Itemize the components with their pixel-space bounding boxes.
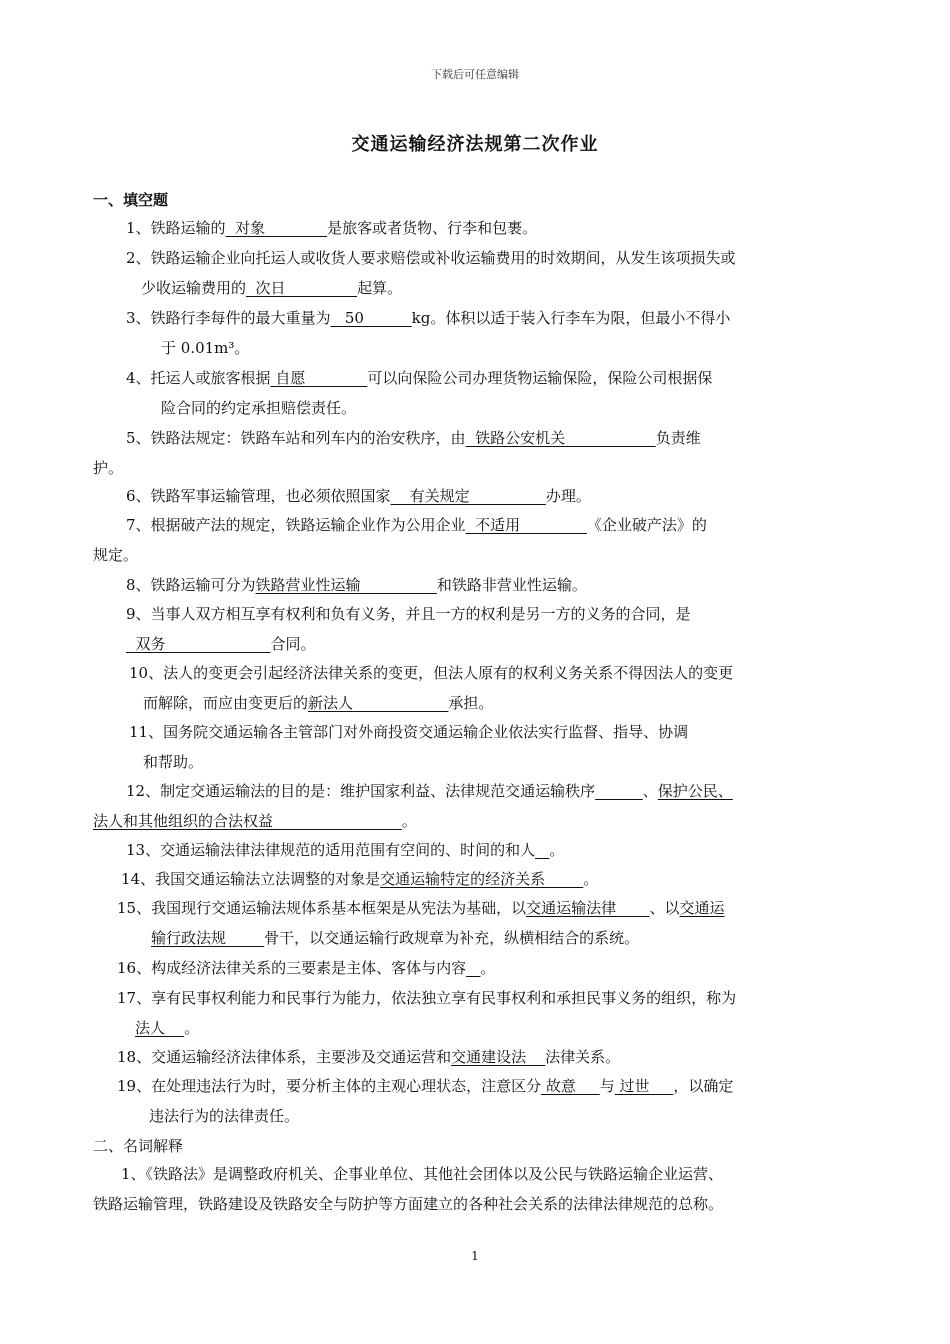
question-19: 19、在处理违法行为时，要分析主体的主观心理状态，注意区分 故意 与 过世 ，以确定 违法行为的法律责任。 [117,1077,734,1125]
question-14: 14、我国交通运输法立法调整的对象是交通运输特定的经济关系 。 [121,870,599,888]
answer-blank: 交通建设法 [451,1048,546,1066]
question-2: 2、铁路运输企业向托运人或收货人要求赔偿或补收运输费用的时效期间，从发生该项损失或 少收运输费用的 次日 起算。 [126,249,736,297]
answer-blank: 双务 [126,635,271,653]
answer-blank: 交通运输特定的经济关系 [380,870,584,888]
answer-blank: 新法人 [308,694,449,712]
answer-blank: 铁路公安机关 [465,429,656,447]
question-4: 4、托运人或旅客根据 自愿 可以向保险公司办理货物运输保险，保险公司根据保 险合同的约定承担赔偿责任。 [126,369,713,417]
question-11: 11、国务院交通运输各主管部门对外商投资交通运输企业依法实行监督、指导、协调 和帮助。 [129,723,689,771]
question-9: 9、当事人双方相互享有权利和负有义务，并且一方的权利是另一方的义务的合同，是 双务 合同。 [126,605,691,653]
answer-blank: 交通运输法律 [526,899,650,917]
question-6: 6、铁路军事运输管理，也必须依照国家 有关规定 办理。 [126,487,591,505]
question-5: 5、铁路法规定：铁路车站和列车内的治安秩序，由 铁路公安机关 负责维 护。 [93,429,701,477]
question-3: 3、铁路行李每件的最大重量为 50 kg。体积以适于装入行李车为限，但最小不得小 于 0.01m³。 [126,309,731,357]
answer-blank: 铁路营业性运输 [255,576,437,594]
question-16: 16、构成经济法律关系的三要素是主体、客体与内容 。 [117,959,496,977]
answer-blank: 50 [330,309,412,327]
answer-blank: 自愿 [270,369,368,387]
answer-blank: 保护公民、 [657,782,733,800]
answer-blank: 不适用 [465,516,587,534]
answer-blank: 次日 [246,279,358,297]
answer-blank [535,841,549,859]
question-7: 7、根据破产法的规定，铁路运输企业作为公用企业 不适用 《企业破产法》的 规定。 [93,516,707,564]
question-10: 10、法人的变更会引起经济法律关系的变更，但法人原有的权利义务关系不得因法人的变更 而解除，而应由变更后的新法人 承担。 [129,664,734,712]
answer-blank: 交通运 [679,899,725,917]
section-heading-definitions: 二、名词解释 [93,1137,184,1155]
answer-blank: 输行政法规 [151,929,265,947]
question-12: 12、制定交通运输法的目的是：维护国家利益、法律规范交通运输秩序 、保护公民、 法人和其他组织的合法权益 。 [93,782,733,830]
page-number: 1 [471,1249,479,1263]
section-heading-fill-in: 一、填空题 [93,191,169,209]
answer-blank [595,782,643,800]
answer-blank: 法人 [135,1019,185,1037]
question-1: 1、铁路运输的 对象 是旅客或者货物、行李和包裹。 [126,219,538,237]
answer-blank: 过世 [614,1077,674,1095]
answer-blank: 法人和其他组织的合法权益 [93,812,402,830]
question-17: 17、享有民事权利能力和民事行为能力，依法独立享有民事权利和承担民事义务的组织，称为 法人 。 [117,989,737,1037]
question-15: 15、我国现行交通运输法规体系基本框架是从宪法为基础，以交通运输法律 、以交通运 输行政法规 骨干，以交通运输行政规章为补充，纵横相结合的系统。 [117,899,725,947]
answer-blank [466,959,480,977]
definition-1: 1、《铁路法》是调整政府机关、企事业单位、其他社会团体以及公民与铁路运输企业运营、 铁路运输管理，铁路建设及铁路安全与防护等方面建立的各种社会关系的法律法律规范的总称。 [93,1165,724,1213]
header-note: 下载后可任意编辑 [431,68,519,81]
answer-blank: 故意 [541,1077,600,1095]
question-13: 13、交通运输法律法律规范的适用范围有空间的、时间的和人 。 [126,841,565,859]
answer-blank: 有关规定 [390,487,546,505]
page-title: 交通运输经济法规第二次作业 [351,134,599,155]
answer-blank: 对象 [225,219,328,237]
question-18: 18、交通运输经济法律体系，主要涉及交通运营和交通建设法 法律关系。 [117,1048,621,1066]
question-8: 8、铁路运输可分为铁路营业性运输 和铁路非营业性运输。 [126,576,587,594]
